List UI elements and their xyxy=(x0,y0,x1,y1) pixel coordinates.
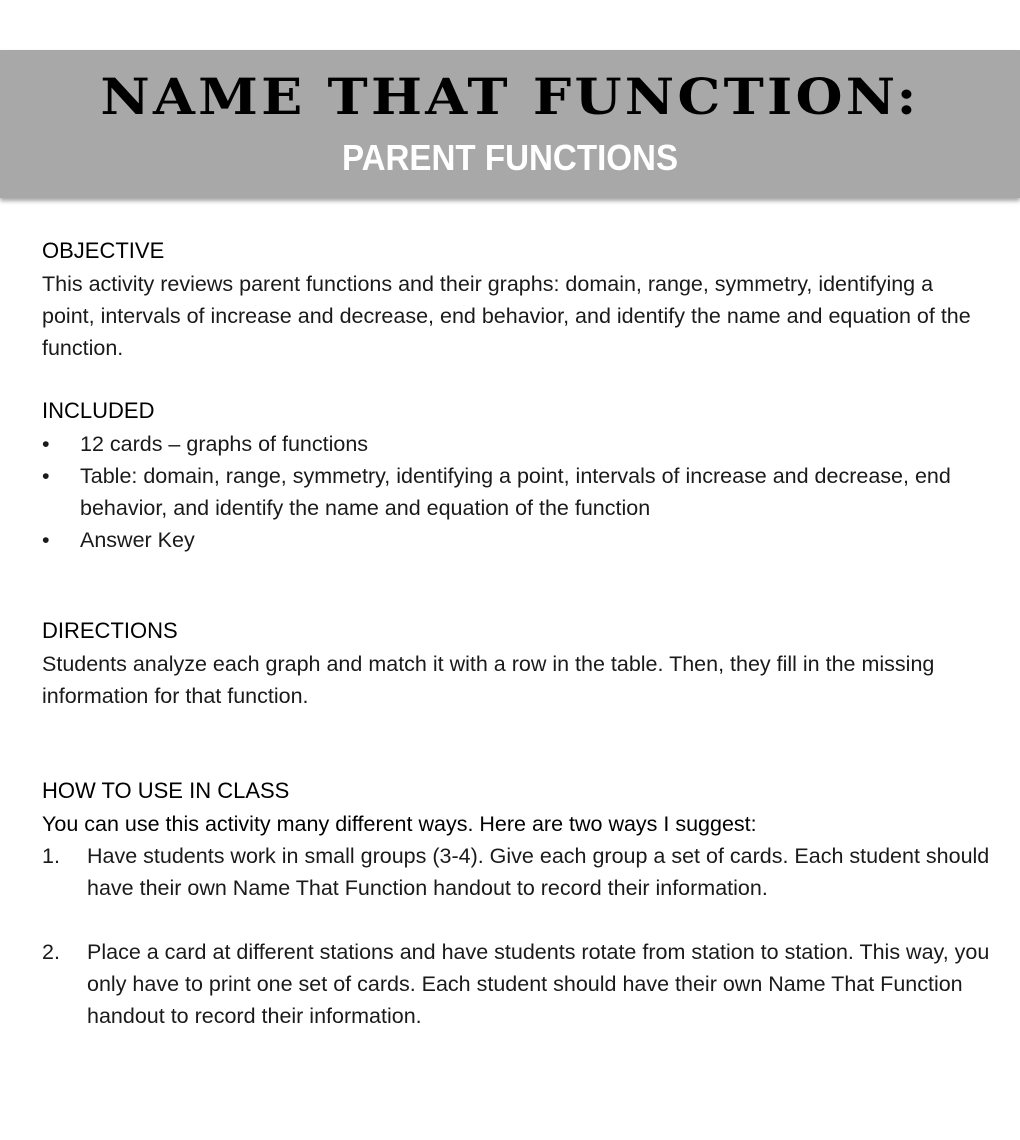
step-number: 2. xyxy=(42,940,60,964)
bullet-icon: • xyxy=(42,432,50,456)
step-item xyxy=(42,936,990,1032)
list-item-text: Answer Key xyxy=(80,528,195,552)
included-section xyxy=(42,394,990,556)
objective-section xyxy=(42,234,990,364)
step-item xyxy=(42,840,990,904)
list-item-text: 12 cards – graphs of functions xyxy=(80,432,369,456)
bullet-icon: • xyxy=(42,528,50,552)
how-to-use-section xyxy=(42,774,990,1032)
objective-text: This activity reviews parent functions and their graphs: domain, range, symmetry, identifying a point, intervals of increase and decrease, end behavior, and identify the name and equation of the function. xyxy=(42,272,971,360)
bullet-icon: • xyxy=(42,464,50,488)
list-item xyxy=(42,524,990,556)
how-to-use-heading: HOW TO USE IN CLASS xyxy=(42,778,290,803)
objective-heading: OBJECTIVE xyxy=(42,238,165,263)
directions-section xyxy=(42,614,990,712)
step-number: 1. xyxy=(42,844,60,868)
directions-heading: DIRECTIONS xyxy=(42,618,178,643)
step-text: Place a card at different stations and have students rotate from station to station. This way, you only have to print one set of cards. Each student should have their own Name That Function handout to record their information. xyxy=(87,940,990,1028)
directions-text: Students analyze each graph and match it with a row in the table. Then, they fill in the missing information for that function. xyxy=(42,652,935,708)
page-subtitle: PARENT FUNCTIONS xyxy=(341,137,679,178)
how-to-use-lead: You can use this activity many different ways. Here are two ways I suggest: xyxy=(42,812,757,836)
document-body xyxy=(42,234,990,1032)
list-item xyxy=(42,460,990,524)
page-title: NAME THAT FUNCTION: xyxy=(100,67,920,126)
included-list xyxy=(42,428,990,556)
included-heading: INCLUDED xyxy=(42,398,155,423)
step-text: Have students work in small groups (3-4). Give each group a set of cards. Each student should have their own Name That Function handout to record their information. xyxy=(87,844,990,900)
how-to-use-steps xyxy=(42,840,990,1032)
list-item-text: Table: domain, range, symmetry, identifying a point, intervals of increase and decrease, end behavior, and identify the name and equation of the function xyxy=(80,464,951,520)
list-item xyxy=(42,428,990,460)
title-banner xyxy=(0,50,1020,198)
